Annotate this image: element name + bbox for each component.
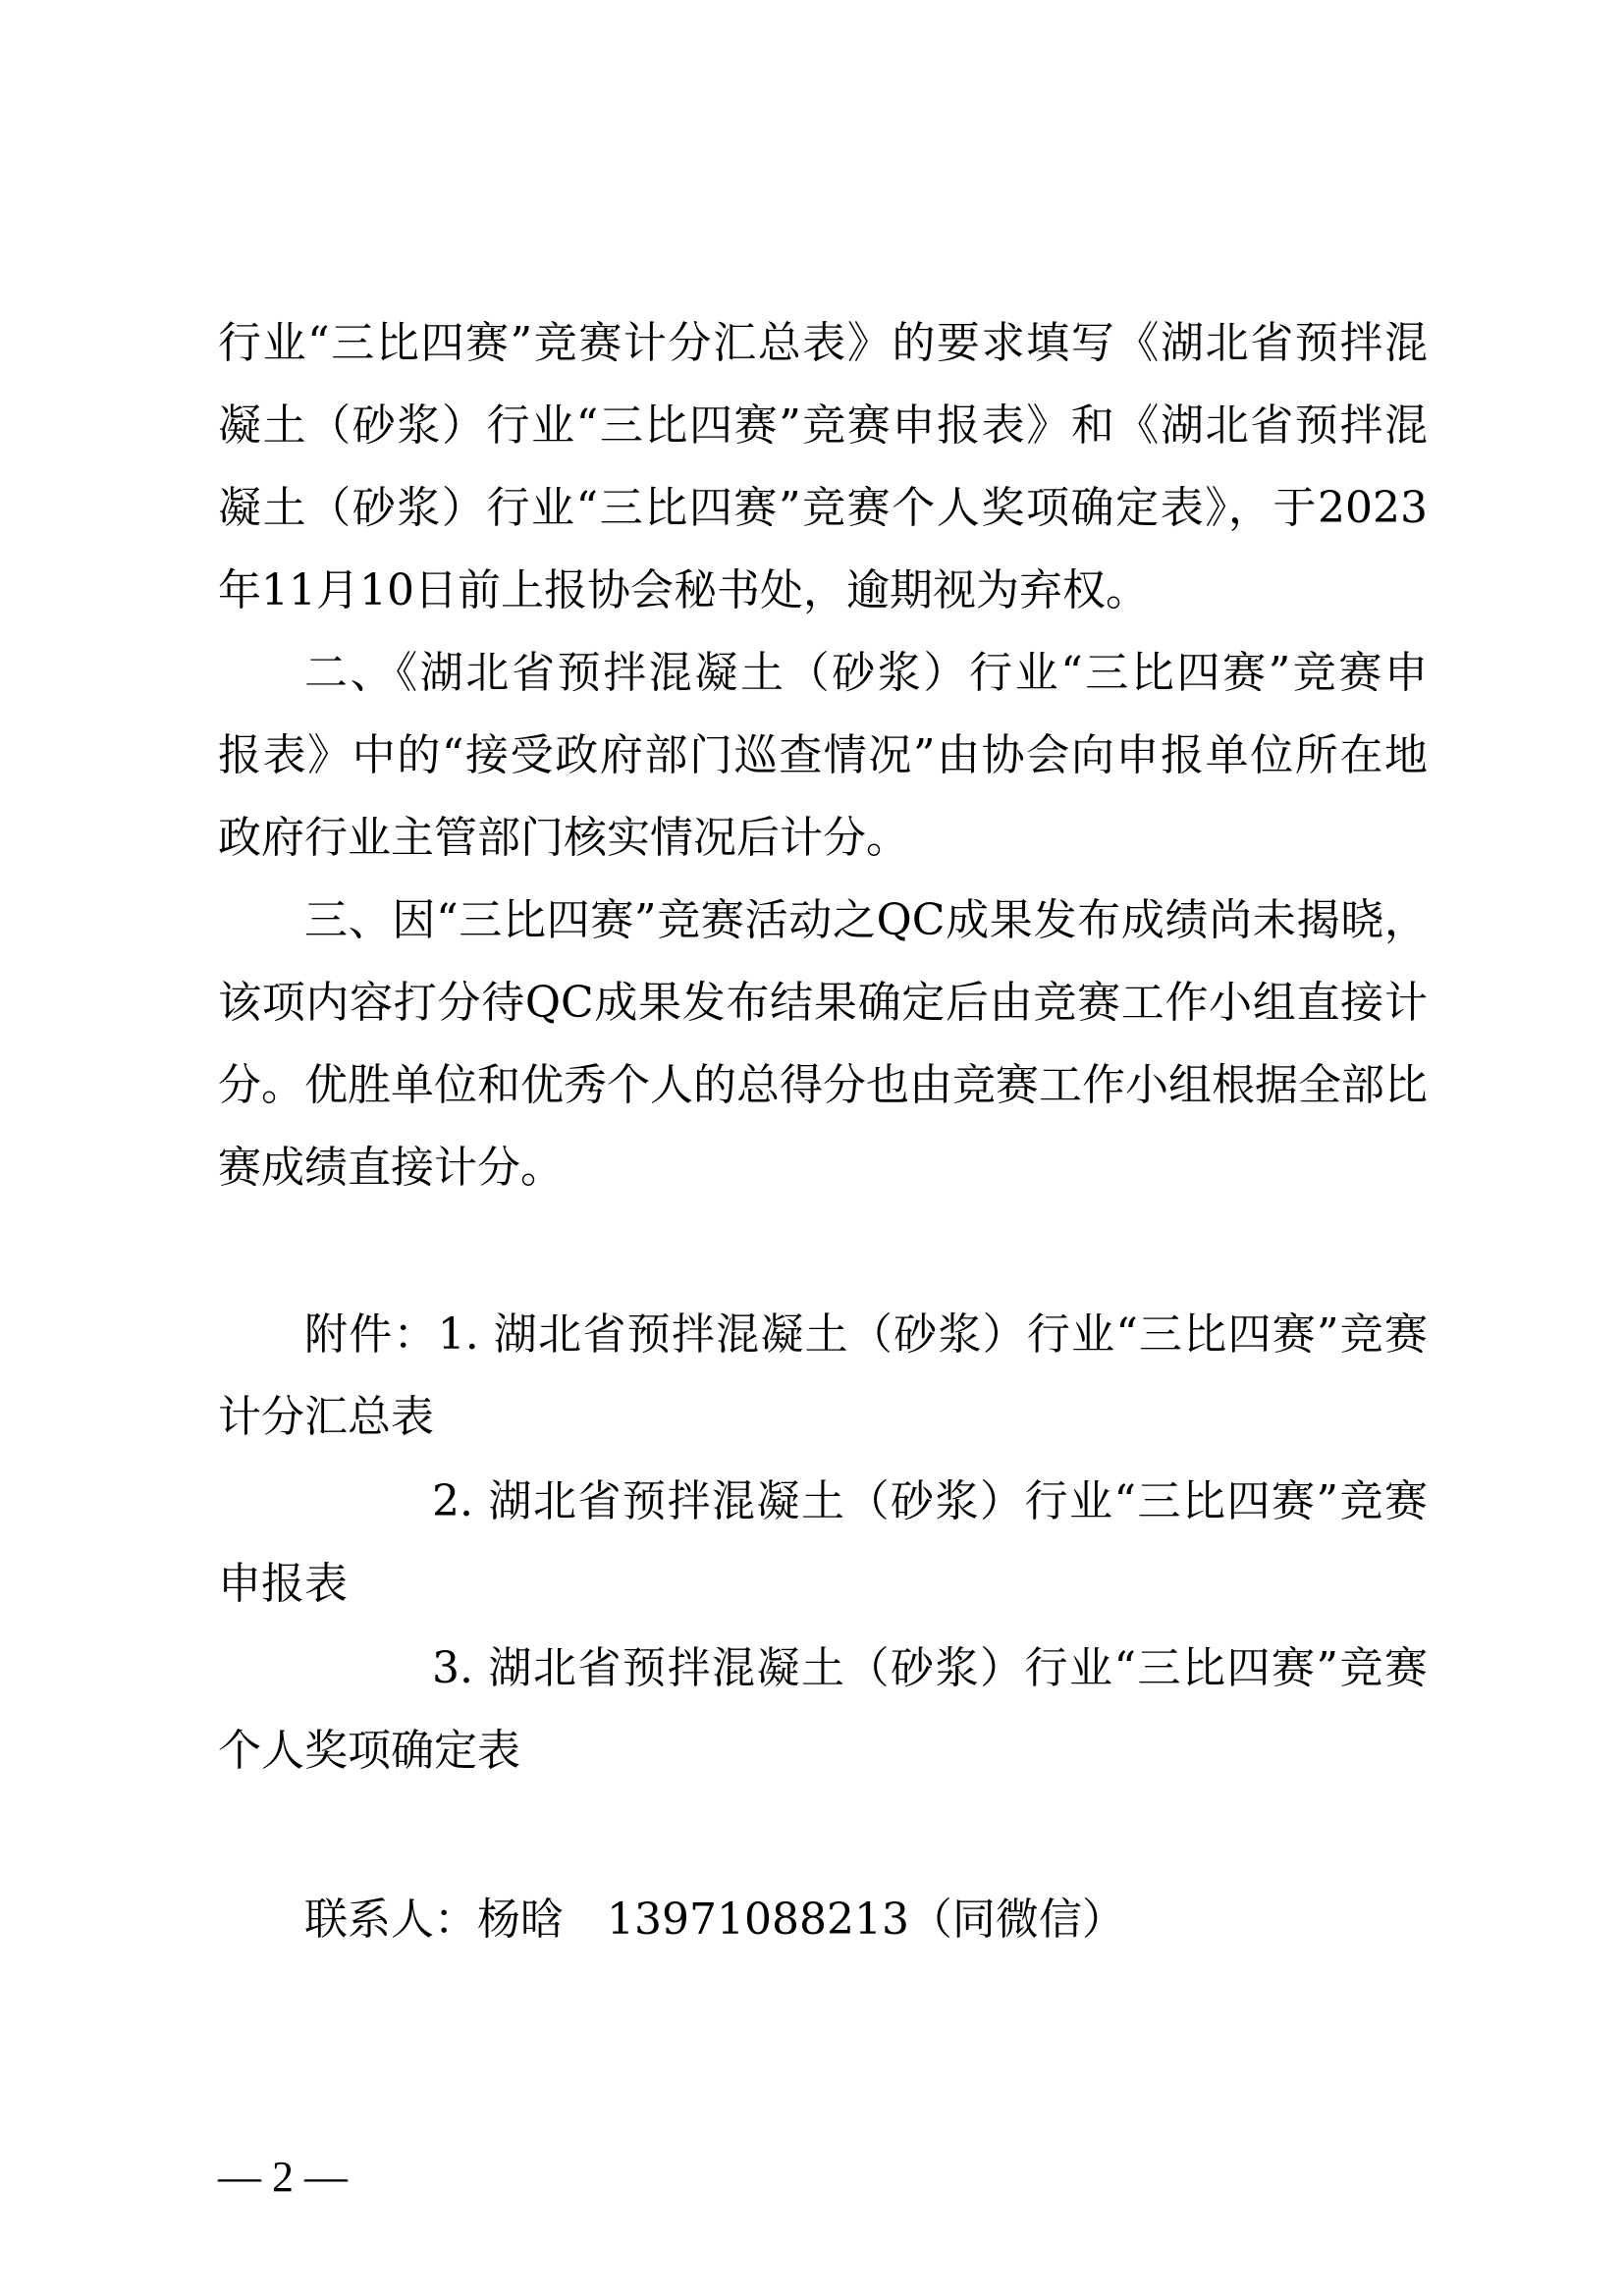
paragraph-1-line-3: 凝土（砂浆）行业“三比四赛”竞赛个人奖项确定表》，于2023	[218, 483, 1428, 533]
attachment-3-line-1: 3. 湖北省预拌混凝土（砂浆）行业“三比四赛”竞赛	[432, 1643, 1428, 1693]
attachment-3-line-2: 个人奖项确定表	[218, 1726, 520, 1776]
paragraph-3-line-4: 赛成绩直接计分。	[218, 1143, 564, 1193]
paragraph-3-line-3: 分。优胜单位和优秀个人的总得分也由竞赛工作小组根据全部比	[218, 1060, 1428, 1110]
attachment-2-line-2: 申报表	[218, 1559, 348, 1609]
contact-line: 联系人：杨晗 13971088213（同微信）	[304, 1895, 1125, 1945]
paragraph-3-line-2: 该项内容打分待QC成果发布结果确定后由竞赛工作小组直接计	[218, 978, 1428, 1028]
paragraph-2-line-2: 报表》中的“接受政府部门巡查情况”由协会向申报单位所在地	[218, 730, 1428, 780]
paragraph-1-line-1: 行业“三比四赛”竞赛计分汇总表》的要求填写《湖北省预拌混	[218, 318, 1428, 368]
attachment-2-line-1: 2. 湖北省预拌混凝土（砂浆）行业“三比四赛”竞赛	[432, 1476, 1428, 1526]
paragraph-2-line-3: 政府行业主管部门核实情况后计分。	[218, 813, 909, 863]
attachment-1-line-2: 计分汇总表	[218, 1392, 434, 1442]
page-number: — 2 —	[218, 2153, 348, 2201]
attachment-1-line-1: 附件：1. 湖北省预拌混凝土（砂浆）行业“三比四赛”竞赛	[304, 1309, 1428, 1360]
paragraph-2-line-1: 二、《湖北省预拌混凝土（砂浆）行业“三比四赛”竞赛申	[304, 648, 1428, 698]
paragraph-1-line-4: 年11月10日前上报协会秘书处，逾期视为弃权。	[218, 565, 1149, 615]
paragraph-3-line-1: 三、因“三比四赛”竞赛活动之QC成果发布成绩尚未揭晓，	[304, 895, 1428, 945]
paragraph-1-line-2: 凝土（砂浆）行业“三比四赛”竞赛申报表》和《湖北省预拌混	[218, 400, 1428, 451]
